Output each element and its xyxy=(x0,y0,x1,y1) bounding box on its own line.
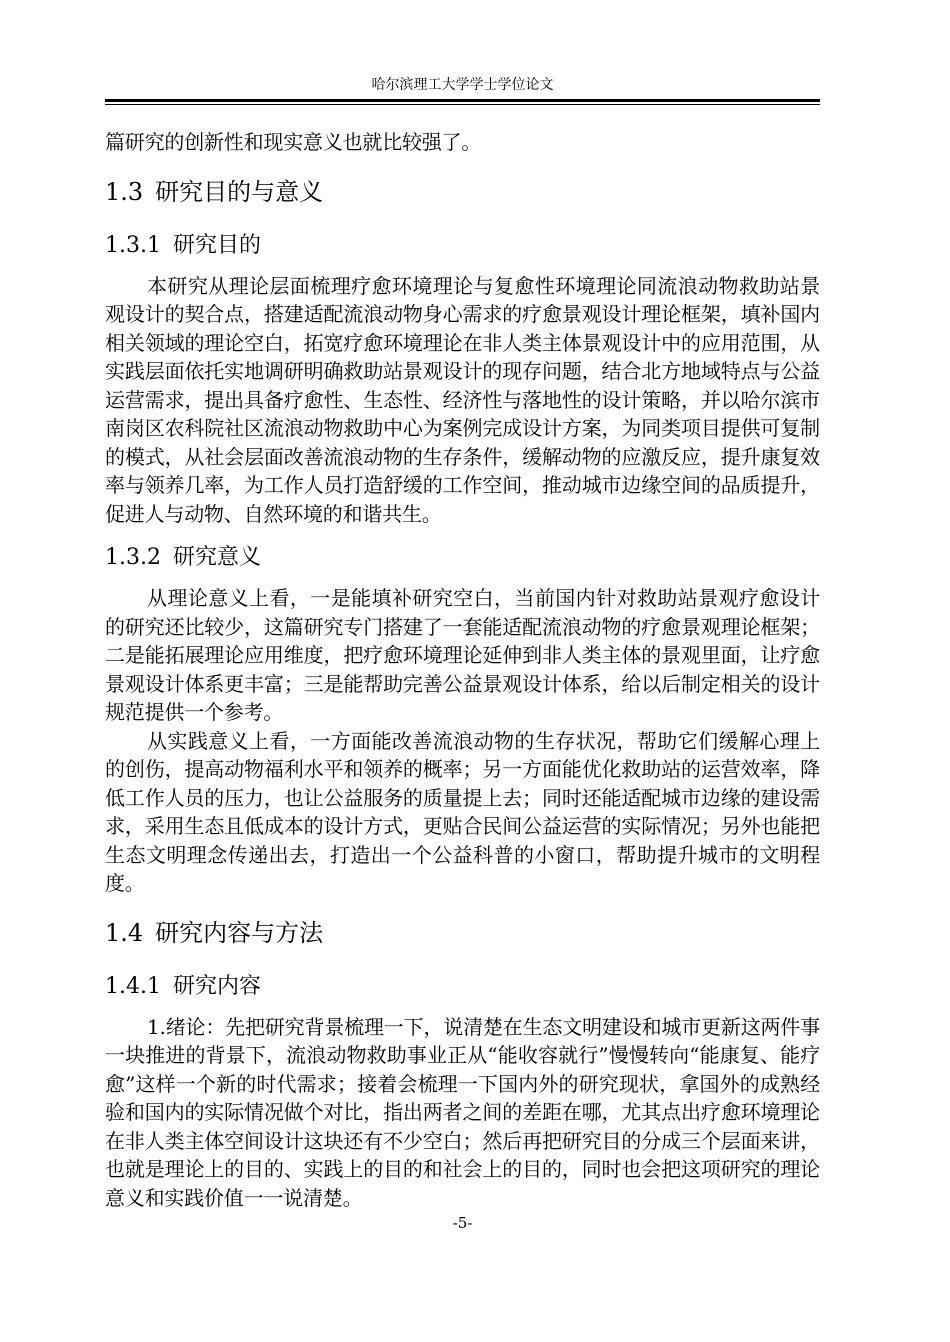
research-content-paragraph: 1.绪论：先把研究背景梳理一下，说清楚在生态文明建设和城市更新这两件事一块推进的背景下，流浪动物救助事业正从“能收容就行”慢慢转向“能康复、能疗愈”这样一个新的时代需求；接着会梳理一下国内外的研究现状，拿国外的成熟经验和国内的实际情况做个对比，指出两者之间的差距在哪，尤其点出疗愈环境理论在非人类主体空间设计这块还有不少空白；然后再把研究目的分成三个层面来讲，也就是理论上的目的、实践上的目的和社会上的目的，同时也会把这项研究的理论意义和实践价值一一说清楚。 xyxy=(105,1014,820,1210)
page-number: -5- xyxy=(452,1214,473,1232)
research-purpose-paragraph: 本研究从理论层面梳理疗愈环境理论与复愈性环境理论同流浪动物救助站景观设计的契合点，搭建适配流浪动物身心需求的疗愈景观设计理论框架，填补国内相关领域的理论空白，拓宽疗愈环境理论在非人类主体景观设计中的应用范围，从实践层面依托实地调研明确救助站景观设计的现存问题，结合北方地域特点与公益运营需求，提出具备疗愈性、生态性、经济性与落地性的设计策略，并以哈尔滨市南岗区农科院社区流浪动物救助中心为案例完成设计方案，为同类项目提供可复制的模式，从社会层面改善流浪动物的生存条件，缓解动物的应激反应，提升康复效率与领养几率，为工作人员打造舒缓的工作空间，推动城市边缘空间的品质提升，促进人与动物、自然环境的和谐共生。 xyxy=(105,273,820,526)
page-body xyxy=(105,128,820,1212)
subsection-heading-1-4-1 xyxy=(105,973,820,1001)
header-rule-thin xyxy=(105,104,820,105)
section-title: 研究内容与方法 xyxy=(155,918,324,947)
subsection-title: 研究目的 xyxy=(172,232,261,258)
subsection-title: 研究意义 xyxy=(172,545,261,570)
section-number: 1.3 xyxy=(105,177,144,206)
continuation-paragraph: 篇研究的创新性和现实意义也就比较强了。 xyxy=(105,130,482,154)
header-rule-thick xyxy=(105,99,820,102)
subsection-number: 1.3.2 xyxy=(105,545,161,570)
subsection-heading-1-3-2 xyxy=(105,544,820,572)
theoretical-significance-paragraph: 从理论意义上看，一是能填补研究空白，当前国内针对救助站景观疗愈设计的研究还比较少，这篇研究专门搭建了一套能适配流浪动物的疗愈景观理论框架；二是能拓展理论应用维度，把疗愈环境理论延伸到非人类主体的景观里面，让疗愈景观设计体系更丰富；三是能帮助完善公益景观设计体系，给以后制定相关的设计规范提供一个参考。 xyxy=(105,586,820,724)
section-heading-1-4 xyxy=(105,918,820,948)
running-header: 哈尔滨理工大学学士学位论文 xyxy=(371,77,554,93)
subsection-number: 1.3.1 xyxy=(105,232,161,258)
section-number: 1.4 xyxy=(105,918,144,947)
subsection-number: 1.4.1 xyxy=(105,973,161,999)
section-title: 研究目的与意义 xyxy=(155,177,324,206)
practical-significance-paragraph: 从实践意义上看，一方面能改善流浪动物的生存状况，帮助它们缓解心理上的创伤，提高动物福利水平和领养的概率；另一方面能优化救助站的运营效率，降低工作人员的压力，也让公益服务的质量提上去；同时还能适配城市边缘的建设需求，采用生态且低成本的设计方式，更贴合民间公益运营的实际情况；另外也能把生态文明理念传递出去，打造出一个公益科普的小窗口，帮助提升城市的文明程度。 xyxy=(105,728,820,895)
subsection-title: 研究内容 xyxy=(172,973,261,999)
subsection-heading-1-3-1 xyxy=(105,232,820,260)
section-heading-1-3 xyxy=(105,177,820,207)
